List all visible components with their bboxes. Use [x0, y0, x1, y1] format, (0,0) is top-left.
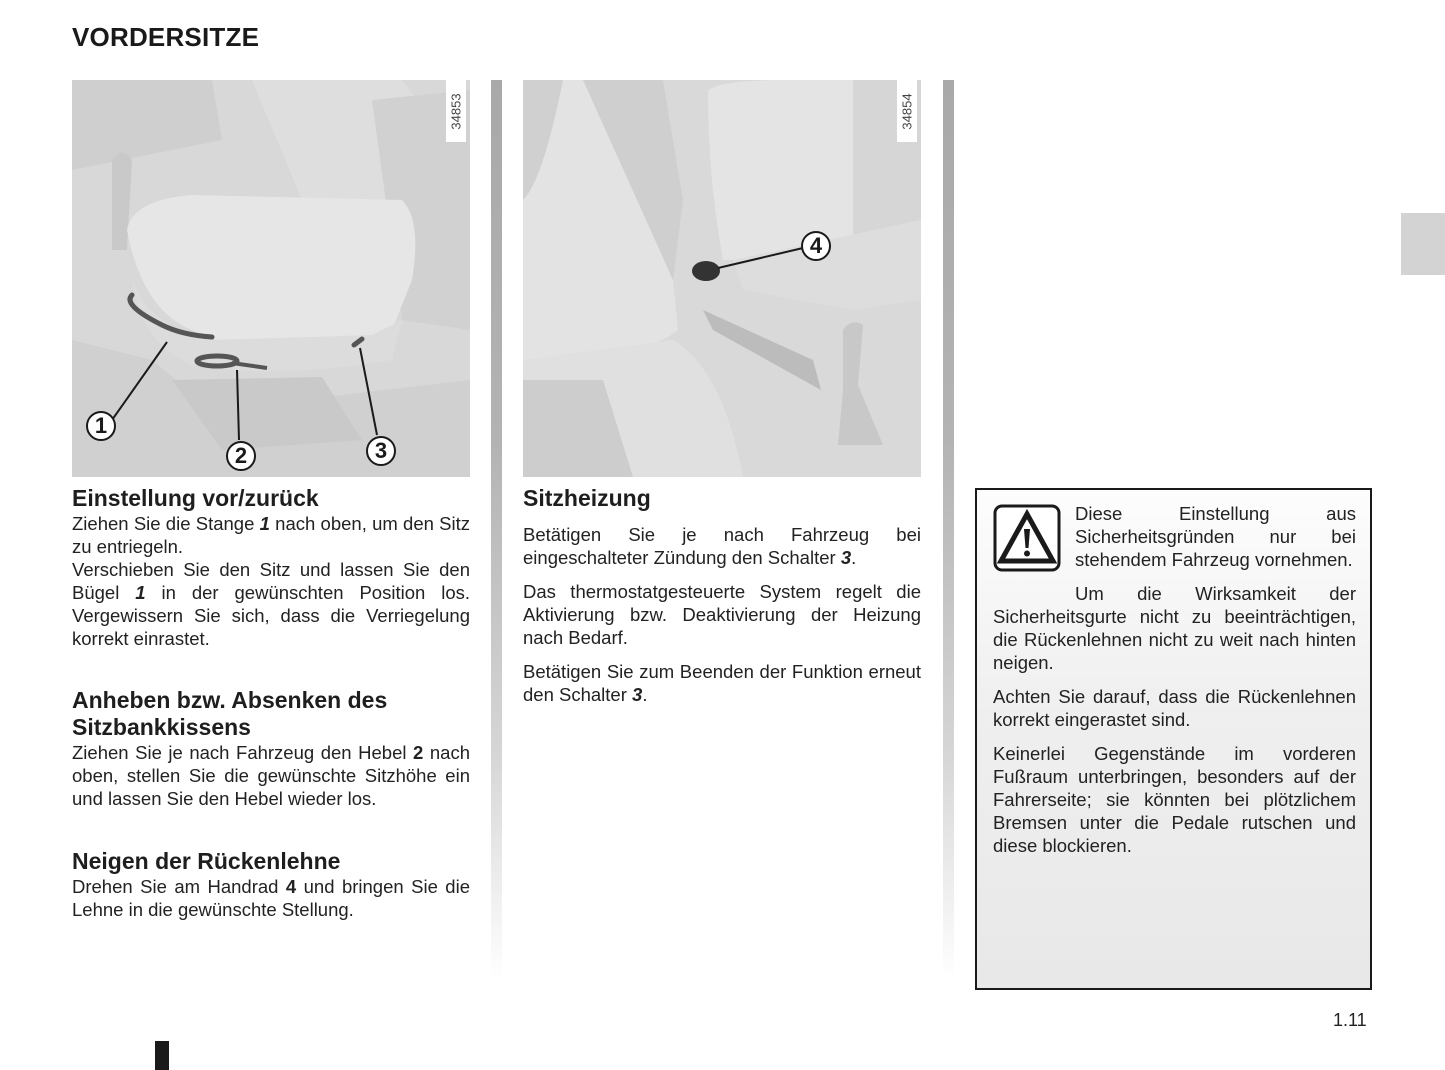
- seat-illustration: [72, 80, 470, 477]
- callout-2: 2: [226, 441, 256, 471]
- paragraph: Betätigen Sie je nach Fahrzeug bei eingeschalteter Zündung den Schalter 3.: [523, 524, 921, 568]
- section-recline: [72, 848, 470, 921]
- paragraph: Das thermostatgesteuerte System regelt die Aktivierung bzw. Deaktivierung der Heizung nach Bedarf.: [523, 581, 921, 648]
- figure-seat-levers: [72, 80, 470, 477]
- warning-paragraph: Keinerlei Gegenstände im vorderen Fußraum unterbringen, besonders auf der Fahrerseite; sie könnten bei plötzlichem Bremsen unter die Pedale rutschen und diese blockieren.: [993, 743, 1356, 856]
- section-heading: Einstellung vor/zurück: [72, 485, 319, 511]
- section-heading: Sitzheizung: [523, 485, 651, 511]
- section-fore-aft: [72, 485, 470, 650]
- figure-recline-wheel: [523, 80, 921, 477]
- callout-1: 1: [86, 411, 116, 441]
- section-heading: Neigen der Rückenlehne: [72, 848, 341, 874]
- column-separator: [491, 80, 502, 980]
- column-separator: [943, 80, 954, 980]
- paragraph: Verschieben Sie den Sitz und lassen Sie den Bügel 1 in der gewünschten Position los. Vergewissern Sie sich, dass die Verriegelung korrekt einrastet.: [72, 559, 470, 649]
- section-seat-heating: [523, 485, 921, 706]
- warning-paragraph: Diese Einstellung aus Sicherheitsgründen nur bei stehendem Fahrzeug vornehmen.: [1075, 503, 1356, 570]
- warning-triangle-icon: [993, 504, 1061, 572]
- callout-4: 4: [801, 231, 831, 261]
- page-number: 1.11: [1333, 1010, 1367, 1030]
- section-height: [72, 687, 470, 810]
- page-title: VORDERSITZE: [72, 22, 260, 52]
- print-registration-mark: [155, 1041, 169, 1070]
- figure-id-label: 34853: [446, 80, 466, 142]
- warning-box: [975, 488, 1372, 990]
- callout-3: 3: [366, 436, 396, 466]
- paragraph: Ziehen Sie je nach Fahrzeug den Hebel 2 nach oben, stellen Sie die gewünschte Sitzhöhe ein und lassen Sie den Hebel wieder los.: [72, 742, 470, 809]
- chapter-tab-marker: [1401, 213, 1445, 275]
- paragraph: Betätigen Sie zum Beenden der Funktion erneut den Schalter 3.: [523, 661, 921, 705]
- paragraph: Ziehen Sie die Stange 1 nach oben, um den Sitz zu entriegeln.: [72, 513, 470, 557]
- column-left: [72, 80, 470, 921]
- column-middle: [523, 80, 921, 706]
- section-heading: Anheben bzw. Absenken des Sitzbankkissens: [72, 687, 388, 740]
- seat-recline-illustration: [523, 80, 921, 477]
- warning-paragraph: Um die Wirksamkeit der Sicherheitsgurte nicht zu beeinträchtigen, die Rückenlehnen nicht zu weit nach hinten neigen.: [993, 583, 1356, 673]
- figure-id-label: 34854: [897, 80, 917, 142]
- warning-paragraph: Achten Sie darauf, dass die Rückenlehnen korrekt eingerastet sind.: [993, 686, 1356, 730]
- paragraph: Drehen Sie am Handrad 4 und bringen Sie die Lehne in die gewünschte Stellung.: [72, 876, 470, 920]
